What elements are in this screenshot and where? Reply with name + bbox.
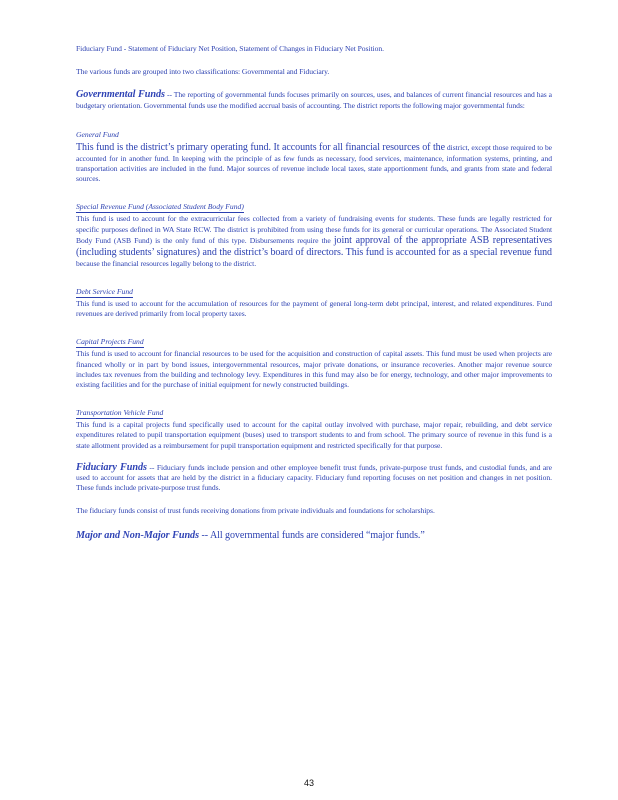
fund-groups-paragraph: The various funds are grouped into two classifications: Governmental and Fiduciary. (76, 67, 330, 77)
general-fund-text-large: This fund is the district’s primary operating fund. It accounts for all financial resources of the (76, 141, 446, 153)
transportation-vehicle-section (76, 402, 552, 451)
capital-projects-text: This fund is used to account for financial resources to be used for the acquisition and construction of capital assets. This fund must be used when projects are financed wholly or in part by bond issues, intergovernmental resources, major private donations, or insurance recoveries. Another major revenue source includes tax revenues from the building and technology levy. Expenditures in this fund may also be for energy, technology, and other major improvements to existing facilities and for the purchase of initial equipment for newly constructed buildings. (76, 349, 552, 390)
major-funds-heading: Major and Non-Major Funds (76, 529, 200, 541)
fiduciary-funds-text: -- Fiduciary funds include pension and other employee benefit trust funds, private-purpose trust funds, and custodial funds, and are used to account for assets that are held by the district in a fiduciary capacity. Fiduciary fund reporting focuses on net position and changes in net position. These funds include private-purpose trust funds. (76, 462, 552, 493)
asb-fund-text-part1: This fund is used to account for the extracurricular fees collected from a variety of fundraising events for students. These funds are legally restricted for specific purposes defined in WA State RCW. The district is prohibited from using these funds for its general or curricular operations. The Associated Student Body Fund (ASB Fund) is the only fund of this type. Disbursements require the (76, 214, 552, 245)
capital-projects-section (76, 331, 552, 390)
major-funds-text: -- All governmental funds are considered “major funds.” (199, 529, 425, 541)
page-number: 43 (303, 778, 314, 788)
transportation-vehicle-heading: Transportation Vehicle Fund (76, 408, 164, 418)
governmental-funds-heading: Governmental Funds (76, 89, 165, 101)
major-funds-paragraph (76, 530, 552, 542)
governmental-funds-paragraph (76, 90, 552, 110)
asb-fund-text-large: joint approval of the appropriate ASB representatives (including students’ signatures) and the district’s board of directors. This fund is accounted for as a special revenue fund (76, 234, 553, 258)
intro-paragraph: Fiduciary Fund - Statement of Fiduciary Net Position, Statement of Changes in Fiduciary Net Position. (76, 44, 384, 53)
fiduciary-funds-heading: Fiduciary Funds (76, 461, 147, 473)
general-fund-heading: General Fund (76, 129, 119, 139)
document-page (76, 44, 552, 555)
asb-fund-heading: Special Revenue Fund (Associated Student Body Fund) (76, 202, 244, 212)
asb-fund-text (76, 214, 552, 269)
general-fund-section (76, 124, 552, 185)
debt-service-heading: Debt Service Fund (76, 287, 133, 297)
fiduciary-consist-paragraph: The fiduciary funds consist of trust funds receiving donations from private individuals and foundations for scholarships. (76, 506, 435, 516)
capital-projects-heading: Capital Projects Fund (76, 337, 144, 347)
debt-service-section (76, 281, 552, 319)
asb-fund-text-part2: because the financial resources legally belong to the district. (76, 258, 257, 268)
governmental-funds-text: -- The reporting of governmental funds focuses primarily on sources, uses, and balances of current financial resources and has a budgetary orientation. Governmental funds use the modified accrual basis of accounting. The district reports the following major governmental funds: (76, 90, 552, 110)
fiduciary-funds-paragraph (76, 463, 552, 494)
general-fund-text-body: district, except those required to be accounted for in another fund. In keeping with the principle of as few funds as necessary, food services, maintenance, information systems, printing, and transportation activities are included in the fund. Major sources of revenue include local taxes, state apportionment funds, and grants from state and federal sources. (76, 142, 553, 184)
asb-fund-section (76, 196, 552, 269)
general-fund-text (76, 142, 552, 185)
debt-service-text: This fund is used to account for the accumulation of resources for the payment of general long-term debt principal, interest, and related expenditures. Fund revenues are derived primarily from local property taxes. (76, 299, 552, 319)
transportation-vehicle-text: This fund is a capital projects fund specifically used to account for the capital outlay involved with purchase, major repair, rebuilding, and debt service expenditures related to pupil transportation equipment (buses) used to transport students to and from school. The primary source of revenue in this fund is a state allotment provided as a reimbursement for pupil transportation equipment and restricted specifically for that purpose. (76, 420, 552, 450)
